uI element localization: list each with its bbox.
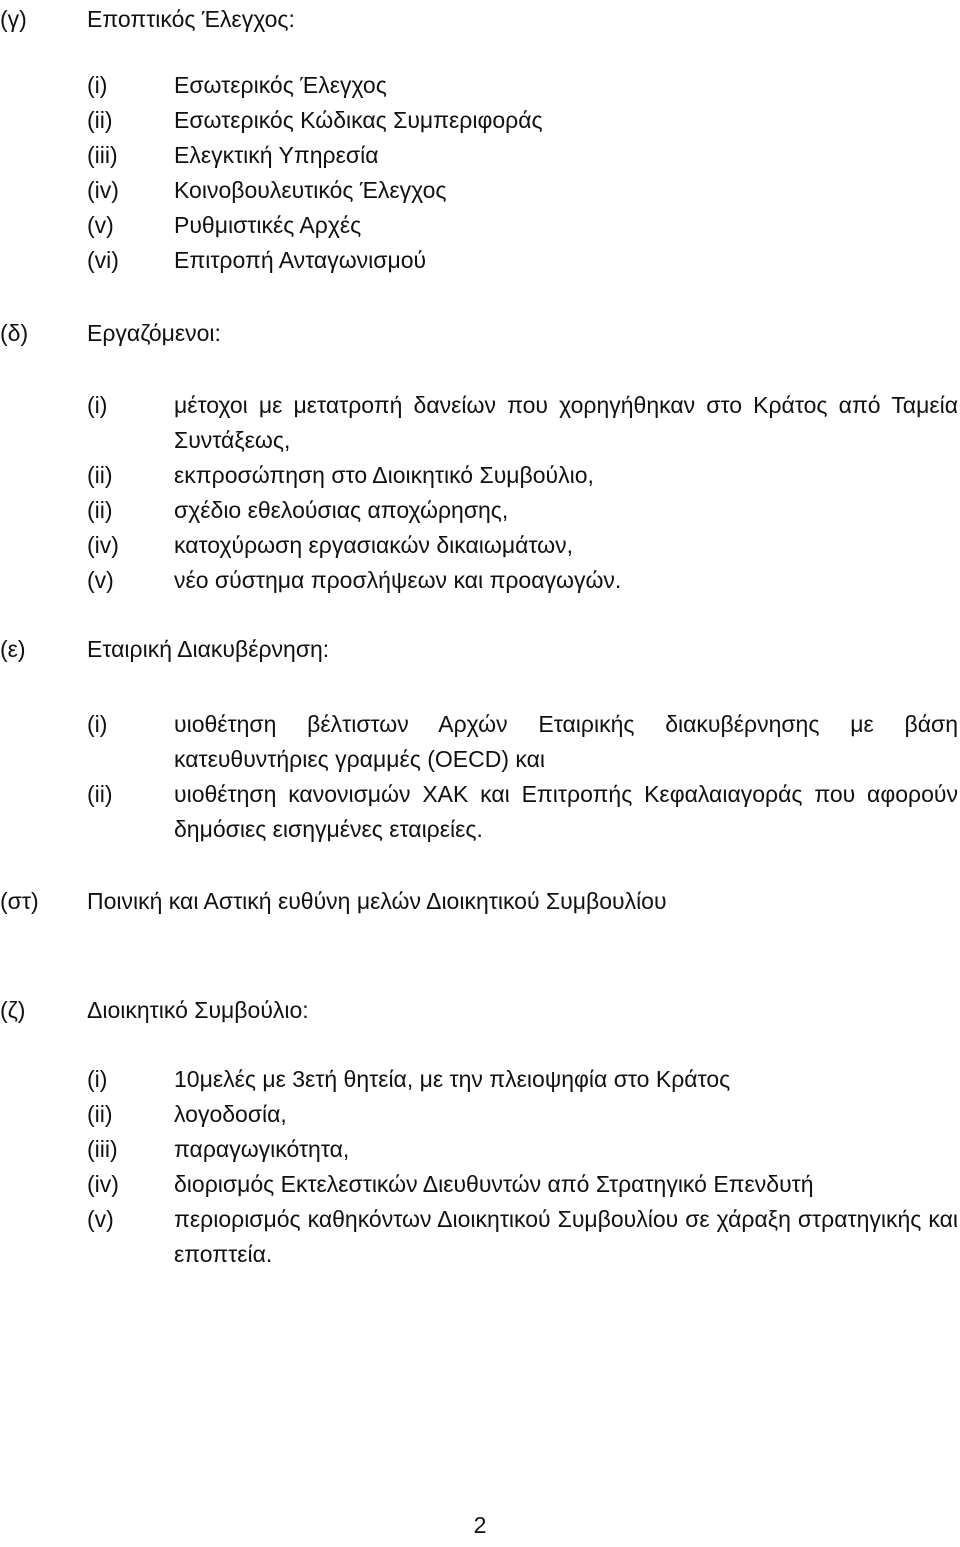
item-list	[0, 1062, 960, 1272]
item-number: (i)	[87, 392, 108, 418]
section-gamma	[0, 2, 960, 273]
item-text: Ρυθμιστικές Αρχές	[174, 212, 362, 238]
item-text: νέο σύστημα προσλήψεων και προαγωγών.	[174, 567, 622, 593]
section-number: (ε)	[0, 636, 26, 662]
item-number: (i)	[87, 72, 108, 98]
list-item	[0, 1202, 960, 1272]
list-item	[0, 1167, 960, 1202]
item-number: (ii)	[87, 462, 113, 488]
section-title: Εργαζόμενοι:	[87, 320, 221, 346]
section-title: Εποπτικός Έλεγχος:	[87, 6, 295, 32]
item-number: (i)	[87, 711, 108, 737]
item-number: (iii)	[87, 142, 118, 168]
item-text: 10μελές με 3ετή θητεία, με την πλειοψηφία στο Κράτος	[174, 1066, 731, 1092]
item-number: (i)	[87, 1066, 108, 1092]
section-heading	[0, 993, 960, 1027]
item-number: (v)	[87, 212, 114, 238]
item-text: Επιτροπή Ανταγωνισμού	[174, 247, 427, 273]
list-item	[0, 563, 960, 598]
list-item	[0, 173, 960, 208]
item-text: εκπροσώπηση στο Διοικητικό Συμβούλιο,	[174, 462, 594, 488]
list-item	[0, 493, 960, 528]
section-zeta	[0, 993, 960, 1267]
item-text: Ελεγκτική Υπηρεσία	[174, 142, 379, 168]
list-item	[0, 528, 960, 563]
section-number: (γ)	[0, 6, 27, 32]
section-number: (ζ)	[0, 997, 26, 1023]
list-item	[0, 1062, 960, 1097]
item-number: (ii)	[87, 1101, 113, 1127]
item-text: μέτοχοι με μετατροπή δανείων που χορηγήθηκαν στο Κράτος από Ταμεία Συντάξεως,	[174, 392, 958, 453]
item-number: (iv)	[87, 1171, 119, 1197]
item-number: (v)	[87, 567, 114, 593]
item-text: υιοθέτηση βέλτιστων Αρχών Εταιρικής διακυβέρνησης με βάση κατευθυντήριες γραμμές (OECD) και	[174, 711, 958, 772]
list-item	[0, 1097, 960, 1132]
list-item	[0, 243, 960, 278]
list-item	[0, 68, 960, 103]
list-item	[0, 208, 960, 243]
item-text: Εσωτερικός Κώδικας Συμπεριφοράς	[174, 107, 543, 133]
section-title: Διοικητικό Συμβούλιο:	[87, 997, 309, 1023]
item-text: παραγωγικότητα,	[174, 1136, 350, 1162]
item-text: κατοχύρωση εργασιακών δικαιωμάτων,	[174, 532, 573, 558]
item-number: (iv)	[87, 532, 119, 558]
section-delta	[0, 316, 960, 593]
list-item	[0, 138, 960, 173]
list-item	[0, 458, 960, 493]
item-text: περιορισμός καθηκόντων Διοικητικού Συμβουλίου σε χάραξη στρατηγικής και εποπτεία.	[174, 1206, 958, 1267]
section-heading	[0, 632, 960, 666]
item-list	[0, 68, 960, 278]
item-text: Εσωτερικός Έλεγχος	[174, 72, 387, 98]
item-text: λογοδοσία,	[174, 1101, 287, 1127]
item-text: σχέδιο εθελούσιας αποχώρησης,	[174, 497, 509, 523]
item-number: (iii)	[87, 1136, 118, 1162]
item-number: (ii)	[87, 781, 113, 807]
section-heading	[0, 2, 960, 36]
item-text: υιοθέτηση κανονισμών ΧΑΚ και Επιτροπής Κεφαλαιαγοράς που αφορούν δημόσιες εισηγμένες εταιρείες.	[174, 781, 958, 842]
item-list	[0, 707, 960, 847]
section-heading	[0, 316, 960, 350]
section-title: Εταιρική Διακυβέρνηση:	[87, 636, 330, 662]
item-number: (vi)	[87, 247, 119, 273]
list-item	[0, 1132, 960, 1167]
item-number: (iv)	[87, 177, 119, 203]
item-list	[0, 388, 960, 598]
section-title: Ποινική και Αστική ευθύνη μελών Διοικητικού Συμβουλίου	[87, 888, 667, 914]
section-epsilon	[0, 632, 960, 842]
list-item	[0, 777, 960, 847]
list-item	[0, 388, 960, 458]
page-number: 2	[473, 1512, 487, 1538]
item-text: διορισμός Εκτελεστικών Διευθυντών από Στρατηγικό Επενδυτή	[174, 1171, 814, 1197]
section-number: (δ)	[0, 320, 29, 346]
list-item	[0, 707, 960, 777]
section-number: (στ)	[0, 888, 39, 914]
item-number: (ii)	[87, 107, 113, 133]
item-number: (ii)	[87, 497, 113, 523]
item-text: Κοινοβουλευτικός Έλεγχος	[174, 177, 447, 203]
section-stigma	[0, 884, 960, 918]
item-number: (v)	[87, 1206, 114, 1232]
section-heading	[0, 884, 960, 918]
list-item	[0, 103, 960, 138]
